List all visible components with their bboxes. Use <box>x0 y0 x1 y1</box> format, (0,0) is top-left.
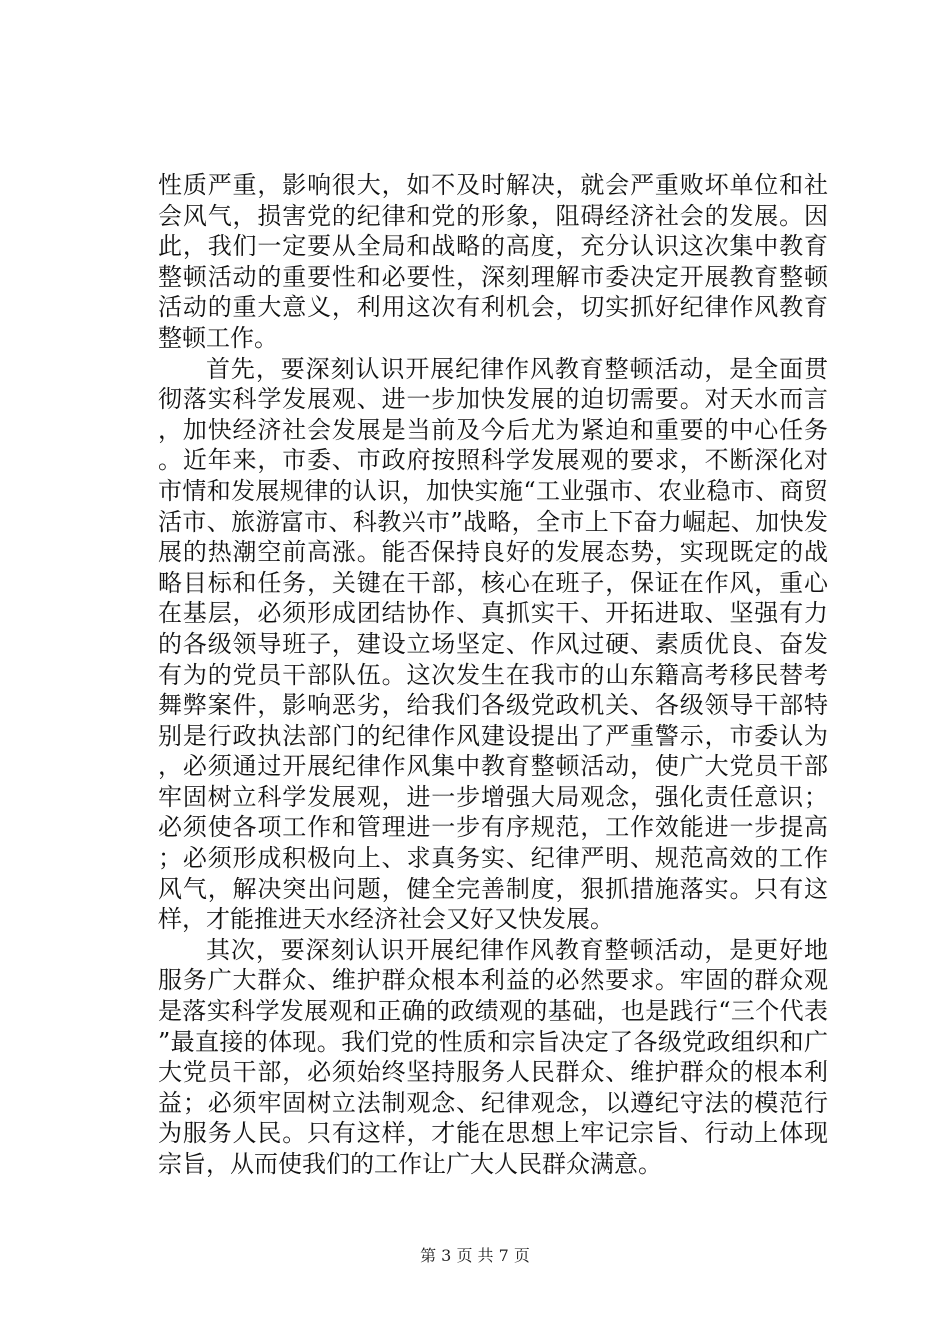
paragraph-continuation: 性质严重，影响很大，如不及时解决，就会严重败坏单位和社会风气，损害党的纪律和党的形象，阻碍经济社会的发展。因此，我们一定要从全局和战略的高度，充分认识这次集中教育整顿活动的重要性和必要性，深刻理解市委决定开展教育整顿活动的重大意义，利用这次有利机会，切实抓好纪律作风教育整顿工作。 <box>158 171 828 352</box>
page-number-footer: 第 3 页 共 7 页 <box>420 1246 530 1265</box>
paragraph-second-point: 其次，要深刻认识开展纪律作风教育整顿活动，是更好地服务广大群众、维护群众根本利益的必然要求。牢固的群众观是落实科学发展观和正确的政绩观的基础，也是践行“三个代表”最直接的体现。我们党的性质和宗旨决定了各级党政组织和广大党员干部，必须始终坚持服务人民群众、维护群众的根本利益；必须牢固树立法制观念、纪律观念，以遵纪守法的模范行为服务人民。只有这样，才能在思想上牢记宗旨、行动上体现宗旨，从而使我们的工作让广大人民群众满意。 <box>158 935 828 1178</box>
document-body <box>158 170 828 1180</box>
paragraph-first-point: 首先，要深刻认识开展纪律作风教育整顿活动，是全面贯彻落实科学发展观、进一步加快发展的迫切需要。对天水而言，加快经济社会发展是当前及今后尤为紧迫和重要的中心任务。近年来，市委、市政府按照科学发展观的要求，不断深化对市情和发展规律的认识，加快实施“工业强市、农业稳市、商贸活市、旅游富市、科教兴市”战略，全市上下奋力崛起、加快发展的热潮空前高涨。能否保持良好的发展态势，实现既定的战略目标和任务，关键在干部，核心在班子，保证在作风，重心在基层，必须形成团结协作、真抓实干、开拓进取、坚强有力的各级领导班子，建设立场坚定、作风过硬、素质优良、奋发有为的党员干部队伍。这次发生在我市的山东籍高考移民替考舞弊案件，影响恶劣，给我们各级党政机关、各级领导干部特别是行政执法部门的纪律作风建设提出了严重警示，市委认为，必须通过开展纪律作风集中教育整顿活动，使广大党员干部牢固树立科学发展观，进一步增强大局观念，强化责任意识；必须使各项工作和管理进一步有序规范，工作效能进一步提高；必须形成积极向上、求真务实、纪律严明、规范高效的工作风气，解决突出问题，健全完善制度，狠抓措施落实。只有这样，才能推进天水经济社会又好又快发展。 <box>158 354 828 934</box>
